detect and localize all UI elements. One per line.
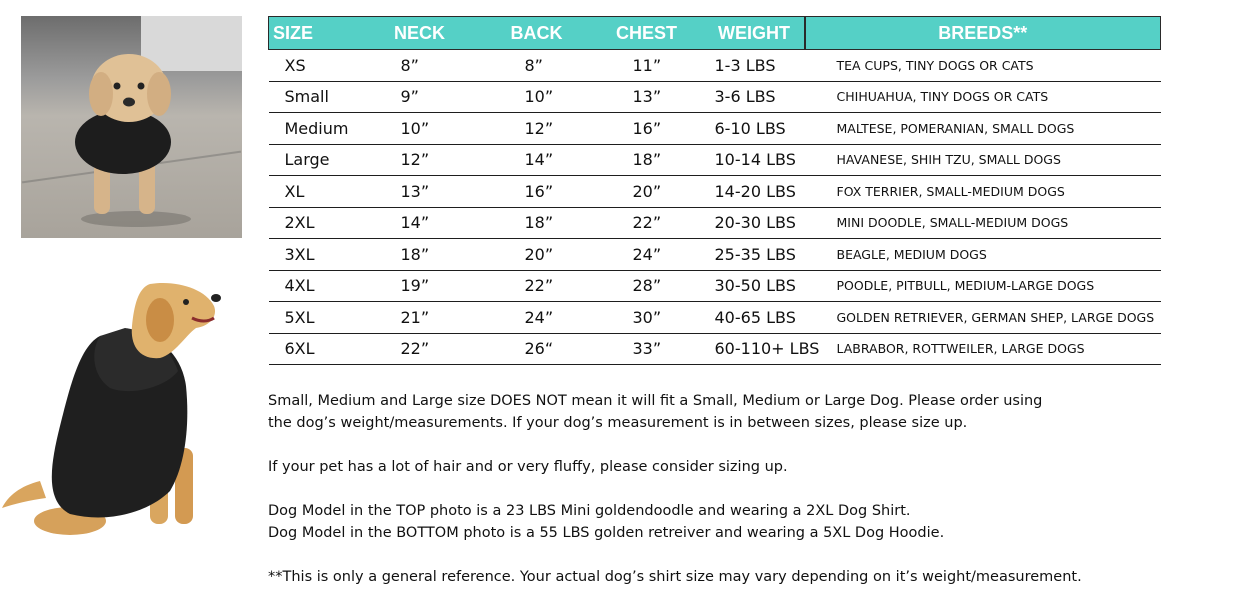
header-weight: WEIGHT [705,17,805,50]
cell-breeds: GOLDEN RETRIEVER, GERMAN SHEP, LARGE DOGS [805,302,1161,334]
cell-size: 6XL [269,333,355,365]
cell-weight: 60-110+ LBS [705,333,805,365]
cell-breeds: CHIHUAHUA, TINY DOGS OR CATS [805,81,1161,113]
cell-neck: 19” [355,270,485,302]
cell-weight: 10-14 LBS [705,144,805,176]
cell-weight: 25-35 LBS [705,239,805,271]
cell-size: XL [269,176,355,208]
cell-size: XS [269,50,355,82]
cell-breeds: POODLE, PITBULL, MEDIUM-LARGE DOGS [805,270,1161,302]
cell-neck: 9” [355,81,485,113]
cell-size: Small [269,81,355,113]
cell-weight: 3-6 LBS [705,81,805,113]
cell-breeds: FOX TERRIER, SMALL-MEDIUM DOGS [805,176,1161,208]
cell-neck: 13” [355,176,485,208]
cell-back: 14” [485,144,589,176]
note-fluffy: If your pet has a lot of hair and or very fluffy, please consider sizing up. [268,459,788,475]
cell-chest: 24” [589,239,705,271]
sizing-notes [268,390,1168,588]
cell-chest: 18” [589,144,705,176]
note-reference: **This is only a general reference. Your actual dog’s shirt size may vary depending on it’s weight/measurement. [268,569,1082,585]
cell-chest: 33” [589,333,705,365]
cell-neck: 8” [355,50,485,82]
bottom-dog-photo [0,276,232,546]
table-row [269,302,1161,334]
cell-neck: 14” [355,207,485,239]
cell-chest: 20” [589,176,705,208]
cell-chest: 22” [589,207,705,239]
cell-neck: 18” [355,239,485,271]
header-chest: CHEST [589,17,705,50]
table-row [269,50,1161,82]
note-model-bottom: Dog Model in the BOTTOM photo is a 55 LBS golden retreiver and wearing a 5XL Dog Hoodie. [268,525,945,541]
top-dog-photo [21,16,242,238]
cell-back: 12” [485,113,589,145]
cell-breeds: MALTESE, POMERANIAN, SMALL DOGS [805,113,1161,145]
cell-back: 10” [485,81,589,113]
cell-weight: 6-10 LBS [705,113,805,145]
cell-breeds: HAVANESE, SHIH TZU, SMALL DOGS [805,144,1161,176]
table-row [269,144,1161,176]
cell-breeds: MINI DOODLE, SMALL-MEDIUM DOGS [805,207,1161,239]
table-row [269,81,1161,113]
header-neck: NECK [355,17,485,50]
cell-neck: 12” [355,144,485,176]
table-row [269,176,1161,208]
cell-size: Large [269,144,355,176]
cell-chest: 16” [589,113,705,145]
cell-back: 24” [485,302,589,334]
header-breeds: BREEDS** [805,17,1161,50]
cell-chest: 28” [589,270,705,302]
cell-breeds: LABRABOR, ROTTWEILER, LARGE DOGS [805,333,1161,365]
cell-size: Medium [269,113,355,145]
cell-neck: 22” [355,333,485,365]
cell-back: 8” [485,50,589,82]
retriever-illustration [0,276,232,546]
table-row [269,113,1161,145]
cell-back: 16” [485,176,589,208]
cell-size: 2XL [269,207,355,239]
cell-neck: 10” [355,113,485,145]
cell-back: 20” [485,239,589,271]
note-size-warning-line2: the dog’s weight/measurements. If your dog’s measurement is in between sizes, please size up. [268,415,968,431]
cell-weight: 40-65 LBS [705,302,805,334]
cell-back: 22” [485,270,589,302]
note-size-warning-line1: Small, Medium and Large size DOES NOT mean it will fit a Small, Medium or Large Dog. Please order using [268,393,1043,409]
cell-back: 18” [485,207,589,239]
cell-chest: 30” [589,302,705,334]
cell-chest: 11” [589,50,705,82]
cell-weight: 14-20 LBS [705,176,805,208]
table-row [269,207,1161,239]
table-row [269,239,1161,271]
cell-size: 3XL [269,239,355,271]
cell-size: 5XL [269,302,355,334]
cell-chest: 13” [589,81,705,113]
cell-weight: 30-50 LBS [705,270,805,302]
cell-breeds: BEAGLE, MEDIUM DOGS [805,239,1161,271]
size-chart-table [268,16,1161,365]
cell-weight: 1-3 LBS [705,50,805,82]
cell-size: 4XL [269,270,355,302]
cell-neck: 21” [355,302,485,334]
cell-back: 26“ [485,333,589,365]
cell-weight: 20-30 LBS [705,207,805,239]
cell-breeds: TEA CUPS, TINY DOGS OR CATS [805,50,1161,82]
doodle-illustration [21,16,242,238]
note-model-top: Dog Model in the TOP photo is a 23 LBS Mini goldendoodle and wearing a 2XL Dog Shirt. [268,503,911,519]
table-row [269,333,1161,365]
header-back: BACK [485,17,589,50]
table-row [269,270,1161,302]
header-size: SIZE [269,17,355,50]
header-row [269,17,1161,50]
